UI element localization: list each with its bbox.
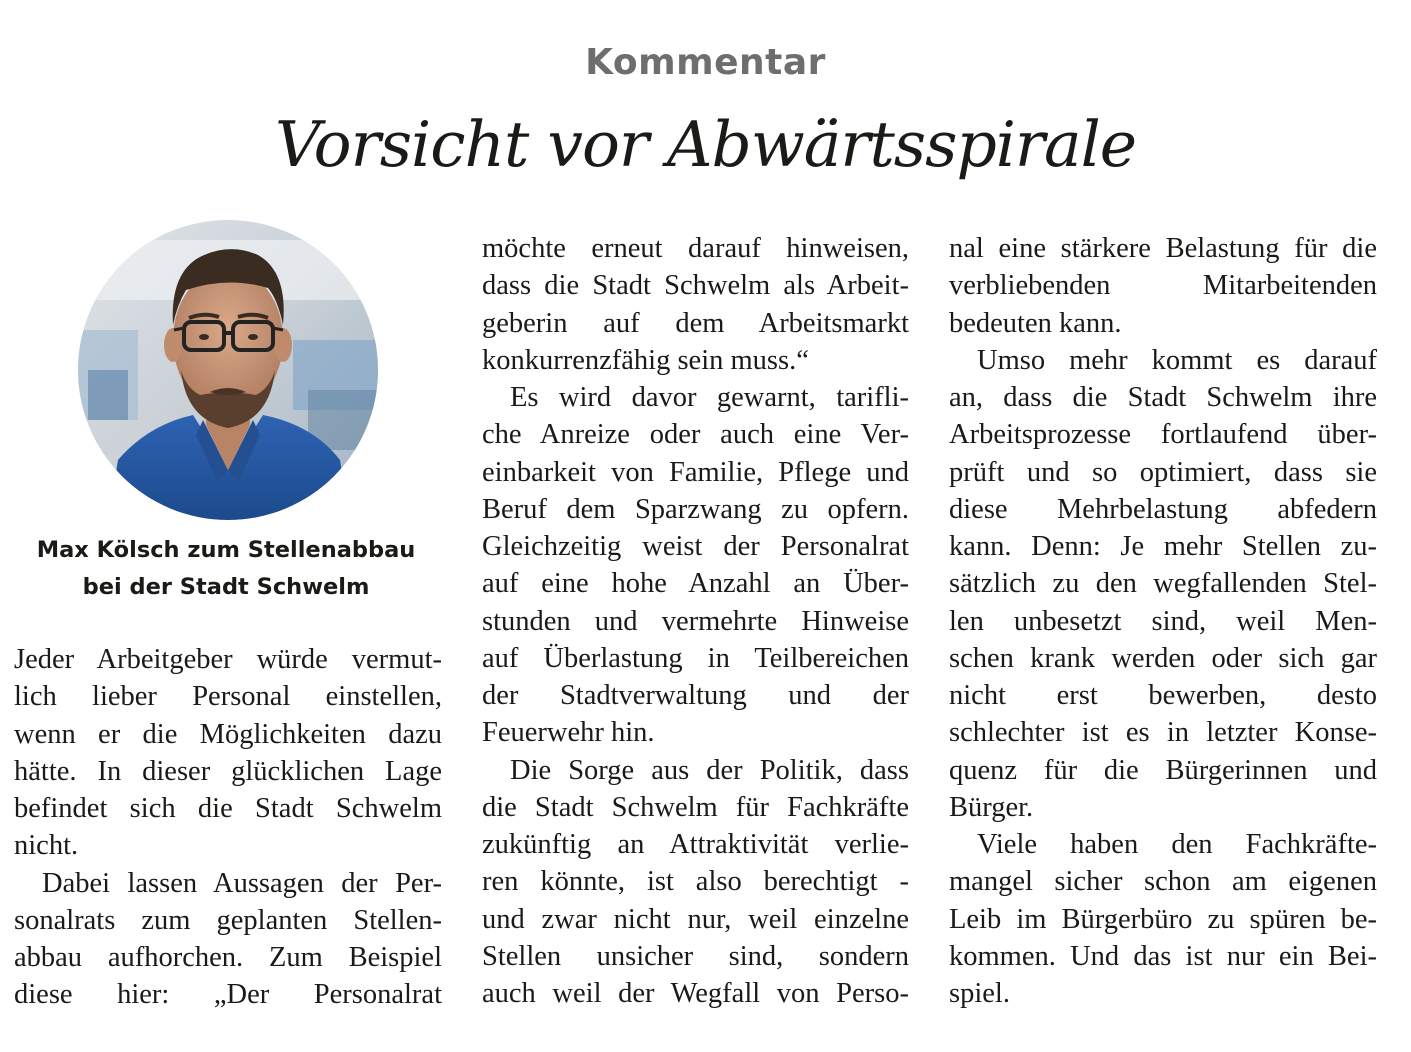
text-line: Bürger. [949,791,1034,823]
text-line: auf Überlastung in Teilbereichen [482,642,909,674]
text-line: und zwar nicht nur, weil einzelne [482,903,909,935]
kicker: Kommentar [585,42,826,83]
text-line: Arbeitsprozesse fortlaufend über- [949,419,1377,451]
text-line: kommen. Und das ist nur ein Bei- [949,940,1377,972]
text-line: diese Mehrbelastung abfedern [949,493,1377,525]
text-line: hätte. In dieser glücklichen Lage [14,755,442,787]
text-line: wenn er die Möglichkeiten dazu [14,718,442,750]
text-line: sonalrats zum geplanten Stellen- [14,904,442,936]
text-line: len unbesetzt sind, weil Men- [949,605,1377,637]
text-line: Stellen unsicher sind, sondern [482,940,909,972]
text-line: Leib im Bürgerbüro zu spüren be- [949,903,1377,935]
text-line: Es wird davor gewarnt, tarifli- [510,382,909,413]
text-line: che Anreize oder auch eine Ver- [482,419,909,451]
caption-line: Max Kölsch zum Stellenabbau [36,537,416,563]
text-line: prüft und so optimiert, dass sie [949,456,1377,488]
text-line: Die Sorge aus der Politik, dass [510,754,909,786]
portrait-caption [10,532,442,606]
text-line: nicht. [14,830,79,862]
text-line: schen krank werden oder sich gar [949,642,1377,674]
text-line: auf eine hohe Anzahl an Über- [482,568,909,600]
text-line: möchte erneut darauf hinweisen, [482,233,909,264]
text-line: geberin auf dem Arbeitsmarkt [482,307,909,339]
text-line: verbliebenden Mitarbeitenden [949,270,1377,302]
text-column-2 [482,230,909,1012]
text-line: spiel. [949,978,1010,1009]
text-line: Viele haben den Fachkräfte- [977,829,1377,860]
text-line: dass die Stadt Schwelm als Arbeit- [482,270,909,302]
text-line: Jeder Arbeitgeber würde vermut- [14,644,442,675]
text-line: Umso mehr kommt es darauf [977,344,1377,376]
text-line: stunden und vermehrte Hinweise [482,605,909,637]
text-line: abbau aufhorchen. Zum Beispiel [14,942,442,973]
text-line: einbarkeit von Familie, Pflege und [482,456,909,488]
text-line: mangel sicher schon am eigenen [949,866,1377,898]
text-column-1 [14,641,442,1014]
text-line: Feuerwehr hin. [482,717,655,749]
text-column-3 [949,230,1377,1012]
headline: Vorsicht vor Abwärtsspirale [274,108,1137,181]
text-line: zukünftig an Attraktivität verlie- [482,829,909,860]
text-line: bedeuten kann. [949,307,1122,339]
text-line: diese hier: „Der Personalrat [14,979,442,1011]
text-line: nal eine stärkere Belastung für die [949,233,1377,264]
text-line: lich lieber Personal einstellen, [14,681,442,713]
text-line: befindet sich die Stadt Schwelm [14,793,442,824]
text-line: nicht erst bewerben, desto [949,680,1377,711]
text-line: kann. Denn: Je mehr Stellen zu- [949,531,1377,562]
text-line: konkurrenzfähig sein muss.“ [482,344,809,376]
text-line: an, dass die Stadt Schwelm ihre [949,382,1377,413]
caption-line: bei der Stadt Schwelm [82,574,370,600]
text-line: der Stadtverwaltung und der [482,680,909,711]
text-line: quenz für die Bürgerinnen und [949,754,1377,786]
text-line: ren könnte, ist also berechtigt - [482,866,909,898]
text-line: die Stadt Schwelm für Fachkräfte [482,791,909,823]
text-line: Gleichzeitig weist der Personalrat [482,531,909,562]
text-line: Beruf dem Sparzwang zu opfern. [482,493,909,525]
author-portrait [78,220,378,520]
text-line: schlechter ist es in letzter Konse- [949,717,1377,749]
text-line: auch weil der Wegfall von Perso- [482,978,909,1009]
text-line: Dabei lassen Aussagen der Per- [42,867,442,899]
text-line: sätzlich zu den wegfallenden Stel- [949,568,1377,600]
